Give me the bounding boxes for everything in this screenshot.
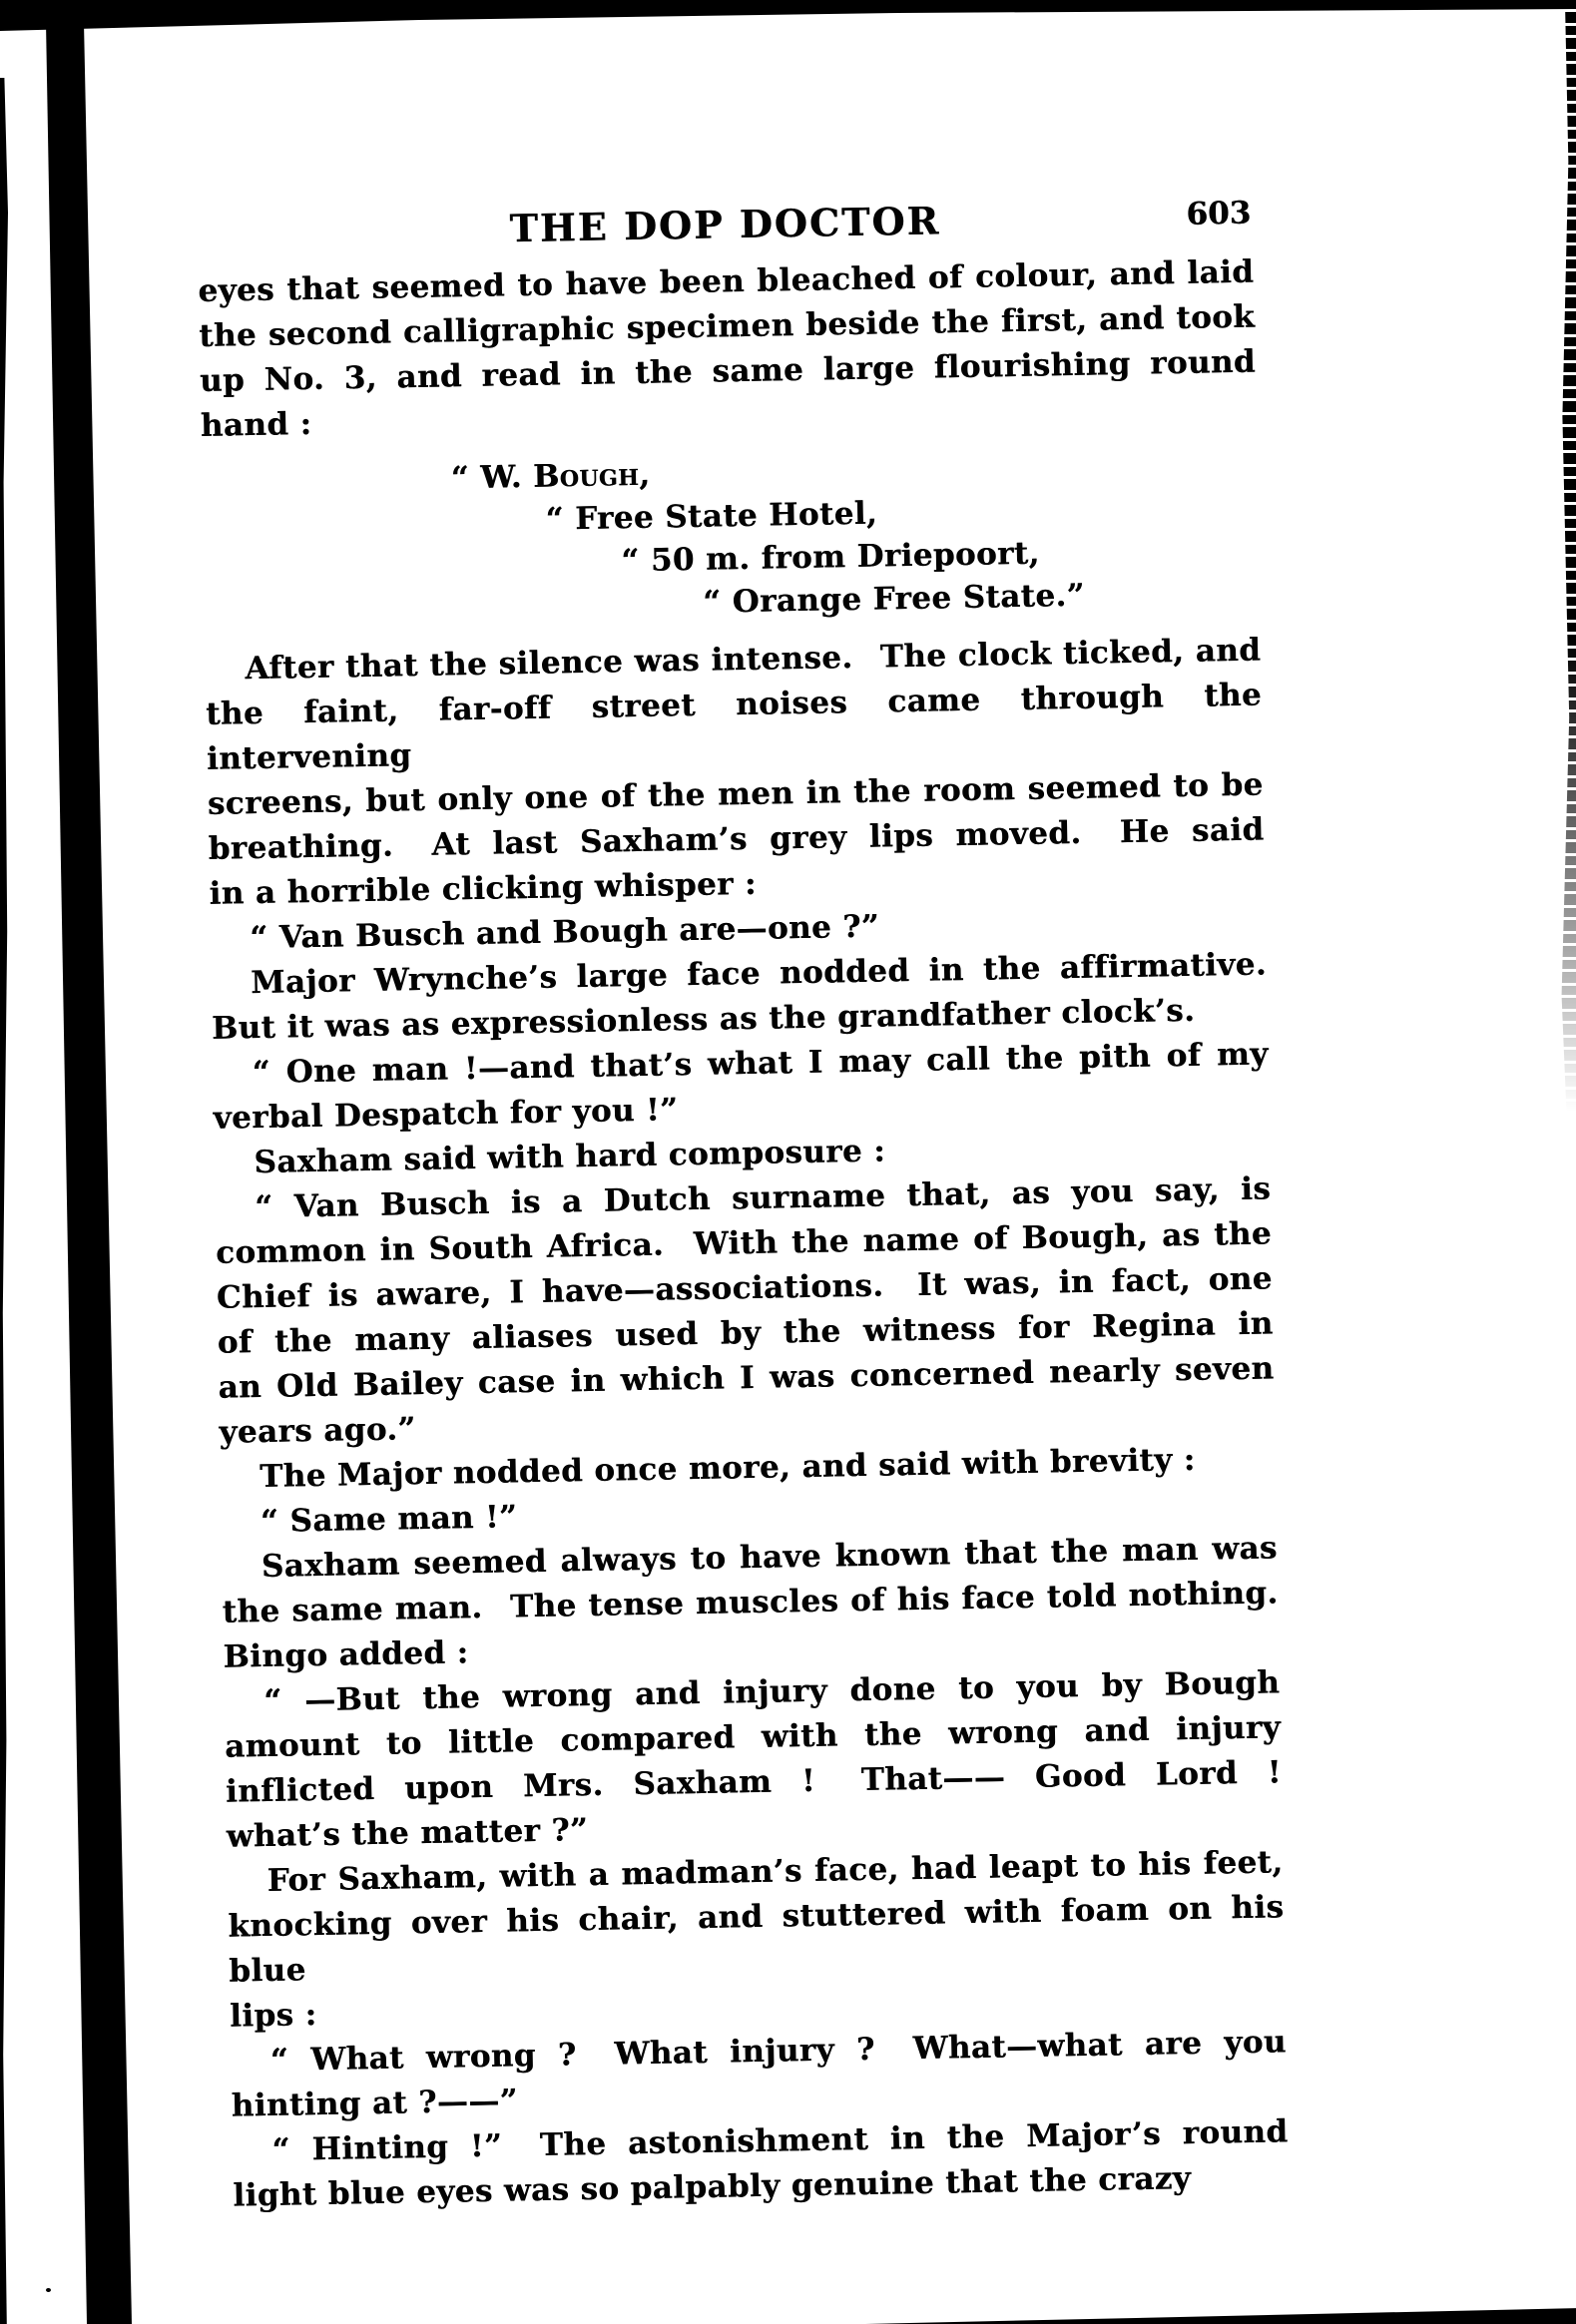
scan-artifact-top-edge: [0, 0, 1576, 40]
text-line: screens, but only one of the men in the room seemed to be: [207, 766, 1265, 822]
text-line: hinting at ?——”: [231, 2083, 519, 2124]
scan-artifact-left-edge: [0, 78, 8, 2324]
paragraph: [205, 629, 1266, 917]
text-line: “ Van Busch is a Dutch surname that, as you say, is: [254, 1170, 1272, 1226]
text-line: “ Van Busch and Bough are—one ?”: [250, 908, 880, 957]
text-line: Chief is aware, I have—associations. It was, in fact, one: [216, 1260, 1274, 1316]
paragraph: [232, 2109, 1289, 2218]
paragraph: [215, 1166, 1276, 1455]
scan-artifact-bottom-wedge: [865, 2302, 1576, 2324]
letter-line: “ 50 m. from Driepoort,: [621, 535, 1041, 580]
text-line: lips :: [229, 1997, 317, 2035]
page-content: [197, 193, 1290, 2219]
running-title: THE DOP DOCTOR: [509, 198, 941, 251]
text-line: “ One man !—and that’s what I may call the pith of my: [252, 1036, 1269, 1092]
text-line: verbal Despatch for you !”: [213, 1092, 679, 1137]
scan-artifact-ink-speck: [46, 2288, 51, 2292]
text-line: “ —But the wrong and injury done to you by Bough: [263, 1664, 1281, 1720]
letter-line: “ Free State Hotel,: [545, 495, 878, 538]
text-line: inflicted upon Mrs. Saxham ! That—— Good Lord !: [225, 1754, 1283, 1810]
page-header: [197, 193, 1254, 257]
letter-line: “ W. Bough,: [450, 456, 651, 497]
paragraph: [198, 250, 1257, 449]
text-line: up No. 3, and read in the same large flourishing round hand :: [199, 343, 1257, 444]
letter-line: “ Orange Free State.”: [702, 577, 1086, 621]
text-line: the second calligraphic specimen beside the first, and took: [198, 298, 1256, 354]
text-line: Saxham said with hard composure :: [254, 1133, 886, 1181]
text-line: the faint, far-off street noises came through the intervening: [205, 677, 1263, 777]
text-line: an Old Bailey case in which I was concerned nearly seven: [218, 1350, 1275, 1406]
text-line: years ago.”: [219, 1411, 417, 1451]
page-body: [198, 250, 1290, 2219]
text-line: “ Same man !”: [260, 1499, 518, 1541]
text-line: Saxham seemed always to have known that the man was: [261, 1530, 1279, 1586]
text-line: amount to little compared with the wrong and injury: [224, 1709, 1282, 1765]
text-line: But it was as expressionless as the grandfather clock’s.: [211, 992, 1196, 1047]
paragraph: [222, 1526, 1280, 1679]
text-line: of the many aliases used by the witness for Regina in: [217, 1305, 1274, 1361]
scan-artifact-gutter-band: [0, 0, 200, 2324]
page-number: 603: [1186, 195, 1252, 232]
text-line: common in South Africa. With the name of Bough, as the: [215, 1215, 1273, 1271]
text-line: in a horrible clicking whisper :: [209, 865, 758, 912]
text-line: knocking over his chair, and stuttered with foam on his blue: [228, 1889, 1285, 1990]
text-line: Bingo added :: [223, 1634, 469, 1675]
text-line: “ Hinting !” The astonishment in the Major’s round: [271, 2113, 1289, 2168]
text-line: For Saxham, with a madman’s face, had leapt to his feet,: [266, 1844, 1284, 1899]
text-line: “ What wrong ? What injury ? What—what are you: [269, 2024, 1288, 2079]
text-line: light blue eyes was so palpably genuine that the crazy: [233, 2160, 1192, 2214]
text-line: eyes that seemed to have been bleached of colour, and laid: [198, 253, 1255, 309]
text-line: The Major nodded once more, and said with brevity :: [259, 1441, 1196, 1496]
text-line: what’s the matter ?”: [226, 1812, 589, 1855]
scan-artifact-right-edge: [1559, 0, 1576, 1158]
quoted-letter-block: [202, 443, 1261, 634]
text-line: Major Wrynche’s large face nodded in the affirmative.: [250, 946, 1268, 1002]
paragraph: [224, 1660, 1283, 1859]
text-line: breathing. At last Saxham’s grey lips moved. He said: [208, 811, 1265, 867]
text-line: After that the silence was intense. The clock ticked, and: [245, 632, 1262, 688]
text-line: the same man. The tense muscles of his face told nothing.: [222, 1575, 1279, 1630]
paragraph: [227, 1840, 1286, 2039]
